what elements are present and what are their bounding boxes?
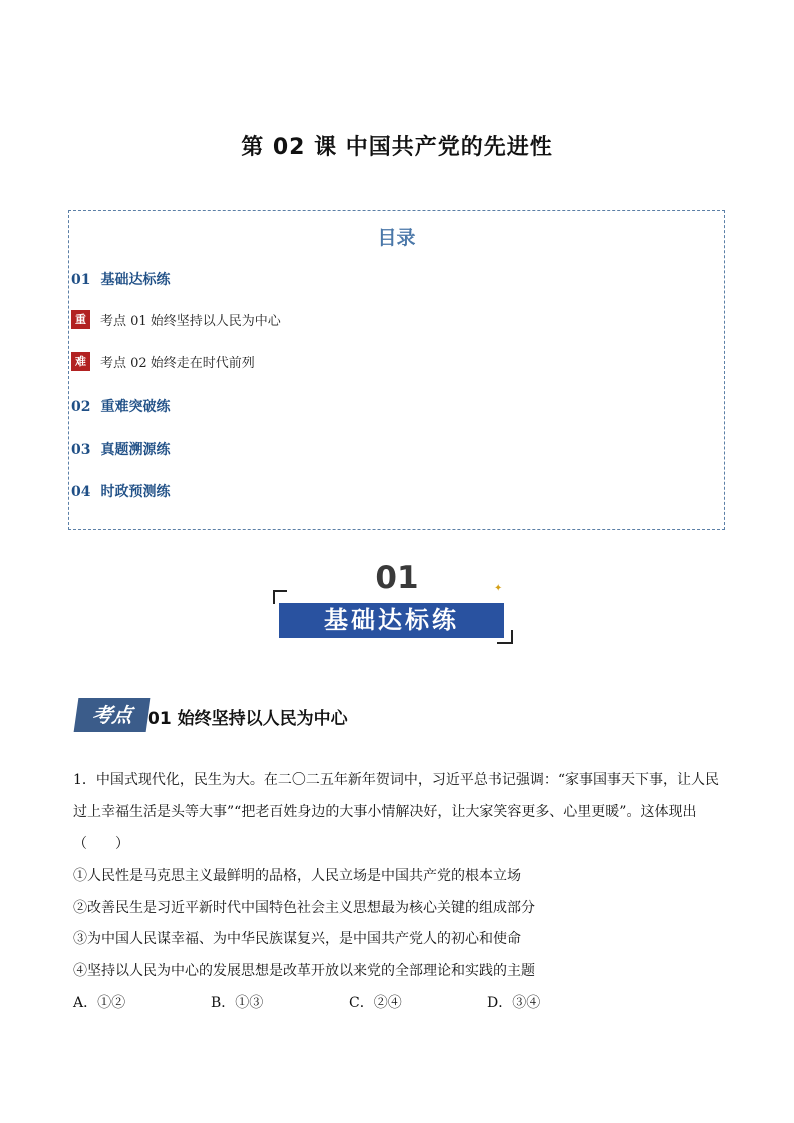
toc-point-label: 考点 01 始终坚持以人民为中心 bbox=[100, 314, 281, 329]
page-title: 第 02 课 中国共产党的先进性 bbox=[241, 135, 553, 160]
toc-section-04[interactable] bbox=[71, 481, 170, 501]
kaodian-badge: 考点 bbox=[74, 698, 151, 732]
answer-options bbox=[73, 992, 625, 1012]
option-c[interactable]: C．②④ bbox=[349, 995, 402, 1011]
banner-corner-top-left bbox=[273, 590, 287, 604]
sparkle-icon: ✦ bbox=[494, 583, 503, 594]
statement-3: ③为中国人民谋幸福、为中华民族谋复兴，是中国共产党人的初心和使命 bbox=[73, 931, 521, 947]
toc-section-num: 02 bbox=[71, 399, 91, 415]
option-b[interactable]: B．①③ bbox=[211, 995, 264, 1011]
option-a[interactable]: A．①② bbox=[73, 995, 126, 1011]
statement-2: ②改善民生是习近平新时代中国特色社会主义思想最为核心关键的组成部分 bbox=[73, 900, 535, 916]
toc-section-label: 时政预测练 bbox=[100, 484, 171, 500]
toc-section-num: 01 bbox=[71, 272, 91, 288]
kaodian-title: 01 始终坚持以人民为中心 bbox=[148, 709, 348, 729]
table-of-contents bbox=[68, 210, 725, 530]
toc-point-02[interactable] bbox=[71, 352, 255, 371]
toc-section-num: 04 bbox=[71, 484, 91, 500]
toc-section-02[interactable] bbox=[71, 396, 170, 416]
answer-blank: （ ） bbox=[73, 836, 129, 852]
toc-section-num: 03 bbox=[71, 442, 91, 458]
option-d[interactable]: D．③④ bbox=[487, 995, 541, 1011]
statement-4: ④坚持以人民为中心的发展思想是改革开放以来党的全部理论和实践的主题 bbox=[73, 963, 535, 979]
key-point-badge: 重 bbox=[71, 310, 90, 329]
toc-section-01[interactable] bbox=[71, 269, 170, 289]
question-stem-line-1: 1．中国式现代化，民生为大。在二〇二五年新年贺词中，习近平总书记强调：“家事国事天下事，让人民 bbox=[73, 772, 720, 788]
section-number: 01 bbox=[375, 560, 419, 596]
toc-point-01[interactable] bbox=[71, 310, 281, 329]
section-banner: 基础达标练 bbox=[279, 603, 504, 638]
statement-1: ①人民性是马克思主义最鲜明的品格，人民立场是中国共产党的根本立场 bbox=[73, 868, 521, 884]
toc-section-label: 真题溯源练 bbox=[100, 442, 171, 458]
toc-section-03[interactable] bbox=[71, 439, 170, 459]
toc-point-label: 考点 02 始终走在时代前列 bbox=[100, 356, 255, 371]
toc-heading: 目录 bbox=[377, 227, 416, 249]
difficult-point-badge: 难 bbox=[71, 352, 90, 371]
toc-section-label: 重难突破练 bbox=[100, 399, 171, 415]
toc-section-label: 基础达标练 bbox=[100, 272, 171, 288]
question-stem-line-2: 过上幸福生活是头等大事”“把老百姓身边的大事小情解决好，让大家笑容更多、心里更暖”。这体现出 bbox=[73, 804, 697, 820]
